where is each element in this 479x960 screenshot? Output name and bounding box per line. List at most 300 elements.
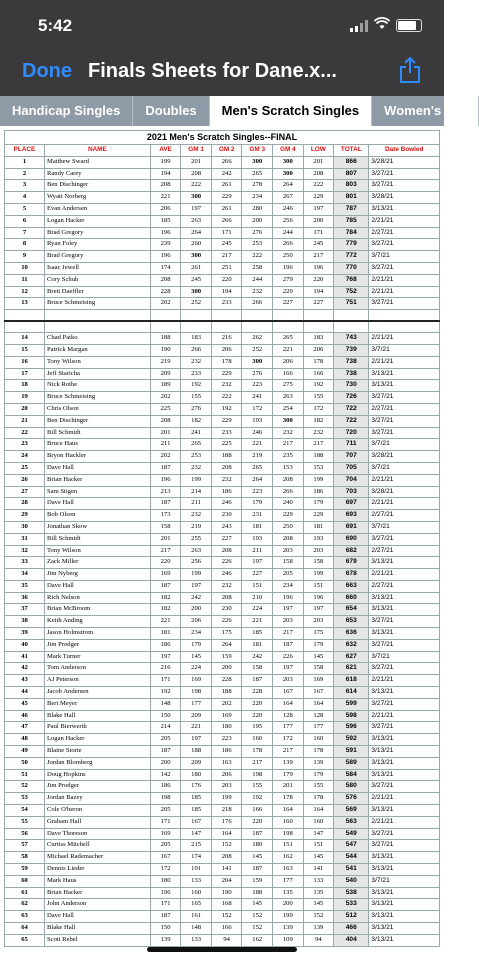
cell-gm3: 192 [242,793,273,805]
cell-date: 3/13/21 [369,557,440,569]
cell-place: 49 [5,746,45,758]
cell-gm1: 197 [181,734,212,746]
cell-place: 14 [5,333,45,345]
cell-gm2: 225 [211,439,242,451]
cell-date: 3/27/21 [369,828,440,840]
cell-gm4: 206 [273,356,304,368]
cell-gm3: 241 [242,392,273,404]
cell-name: Randy Carey [44,168,150,180]
cell-ave: 196 [150,227,181,239]
cell-ave: 182 [150,592,181,604]
cell-gm2: 232 [211,580,242,592]
cell-gm1: 200 [181,604,212,616]
cell-place: 9 [5,251,45,263]
empty-cell [369,321,440,333]
cell-date: 2/27/21 [369,403,440,415]
cell-gm4: 234 [273,580,304,592]
cell-date: 3/7/21 [369,875,440,887]
cell-gm1: 197 [181,203,212,215]
cell-name: Bill Schmidt [44,427,150,439]
cell-ave: 148 [150,698,181,710]
cell-gm1: 179 [181,639,212,651]
cell-low: 222 [303,180,334,192]
cell-gm2: 199 [211,793,242,805]
cell-gm1: 165 [181,899,212,911]
header-row [5,145,440,157]
cell-gm2: 208 [211,852,242,864]
cell-date: 3/13/21 [369,380,440,392]
cell-gm1: 155 [181,392,212,404]
cell-total: 563 [334,816,369,828]
cell-ave: 196 [150,251,181,263]
cell-gm2: 266 [211,156,242,168]
cell-date: 3/27/21 [369,415,440,427]
cell-ave: 187 [150,911,181,923]
cell-gm4: 254 [273,403,304,415]
cell-date: 3/27/21 [369,663,440,675]
table-row [5,805,440,817]
cell-gm1: 199 [181,474,212,486]
cell-ave: 205 [150,805,181,817]
table-row [5,510,440,522]
cell-place: 20 [5,403,45,415]
cell-ave: 206 [150,203,181,215]
cell-gm4: 208 [273,474,304,486]
cell-place: 55 [5,816,45,828]
cell-gm4: 167 [273,687,304,699]
cell-name: Blake Hall [44,923,150,935]
cell-low: 206 [303,344,334,356]
cell-name: Doug Hopkins [44,769,150,781]
table-row [5,521,440,533]
cell-total: 576 [334,793,369,805]
cell-gm2: 186 [211,746,242,758]
cell-total: 541 [334,864,369,876]
cell-name: Bert Meyer [44,698,150,710]
cell-total: 591 [334,746,369,758]
top-bar [0,0,444,96]
cell-total: 533 [334,899,369,911]
cell-place: 19 [5,392,45,404]
cell-gm3: 193 [242,415,273,427]
tab-womens-scratch[interactable]: Women's Scr [372,96,479,126]
cell-gm1: 241 [181,427,212,439]
cell-gm2: 208 [211,592,242,604]
cell-gm3: 159 [242,875,273,887]
cell-gm3: 155 [242,781,273,793]
empty-cell [303,321,334,333]
cell-gm2: 264 [211,639,242,651]
cell-total: 751 [334,298,369,310]
header-name: NAME [44,145,150,157]
cell-name: Dennis Lieder [44,864,150,876]
cell-gm3: 300 [242,356,273,368]
table-row [5,251,440,263]
cell-gm2: 94 [211,934,242,946]
cell-gm2: 171 [211,227,242,239]
cell-gm2: 233 [211,298,242,310]
cell-date: 3/13/21 [369,757,440,769]
cell-place: 34 [5,569,45,581]
cell-gm2: 168 [211,899,242,911]
cell-total: 580 [334,781,369,793]
cell-date: 3/13/21 [369,769,440,781]
cell-ave: 187 [150,498,181,510]
cell-gm3: 217 [242,757,273,769]
cell-total: 722 [334,403,369,415]
cell-place: 15 [5,344,45,356]
cell-place: 24 [5,451,45,463]
cell-gm4: 205 [273,569,304,581]
cell-low: 158 [303,557,334,569]
cell-ave: 205 [150,840,181,852]
cell-total: 466 [334,923,369,935]
cell-place: 42 [5,663,45,675]
cell-ave: 150 [150,710,181,722]
cell-gm1: 206 [181,616,212,628]
sheet-title: 2021 Men's Scratch Singles--FINAL [5,131,440,145]
empty-cell [181,321,212,333]
header-gm3: GM 3 [242,145,273,157]
cell-gm4: 197 [273,663,304,675]
cell-name: Zack Miller [44,557,150,569]
cell-date: 3/13/21 [369,687,440,699]
cell-gm1: 276 [181,403,212,415]
cell-gm2: 206 [211,344,242,356]
cell-date: 3/27/21 [369,427,440,439]
cell-total: 592 [334,734,369,746]
cell-total: 705 [334,462,369,474]
cell-low: 217 [303,439,334,451]
cell-ave: 202 [150,451,181,463]
cell-gm2: 190 [211,887,242,899]
cell-gm4: 250 [273,521,304,533]
table-row [5,298,440,310]
cell-gm2: 261 [211,180,242,192]
cell-gm1: 260 [181,239,212,251]
cell-gm1: 252 [181,298,212,310]
cell-gm3: 145 [242,899,273,911]
header-gm1: GM 1 [181,145,212,157]
cell-ave: 190 [150,344,181,356]
cell-total: 739 [334,344,369,356]
table-row [5,239,440,251]
cell-total: 726 [334,392,369,404]
cell-date: 3/27/21 [369,722,440,734]
cell-low: 229 [303,510,334,522]
table-row [5,168,440,180]
cell-name: Bill Schmidt [44,533,150,545]
cell-gm1: 253 [181,451,212,463]
cell-gm4: 256 [273,215,304,227]
cell-date: 2/27/21 [369,545,440,557]
cell-place: 46 [5,710,45,722]
cell-gm1: 233 [181,368,212,380]
table-row [5,875,440,887]
cell-gm1: 180 [181,769,212,781]
cell-gm3: 187 [242,828,273,840]
cell-place: 54 [5,805,45,817]
cell-ave: 187 [150,580,181,592]
cell-low: 153 [303,462,334,474]
cell-gm4: 177 [273,875,304,887]
cell-low: 208 [303,168,334,180]
cell-gm1: 232 [181,356,212,368]
cell-place: 63 [5,911,45,923]
cell-name: Blake Hall [44,710,150,722]
cell-name: Brian McBroom [44,604,150,616]
cell-total: 660 [334,592,369,604]
cell-gm1: 245 [181,274,212,286]
cell-gm2: 232 [211,474,242,486]
cell-name: Brad Gregory [44,251,150,263]
cell-date: 2/21/21 [369,793,440,805]
cell-low: 194 [303,286,334,298]
cell-date: 2/21/21 [369,286,440,298]
table-row [5,356,440,368]
cell-gm3: 223 [242,380,273,392]
cell-ave: 186 [150,781,181,793]
cell-ave: 209 [150,368,181,380]
cell-total: 632 [334,639,369,651]
table-row [5,651,440,663]
cell-gm2: 178 [211,356,242,368]
cell-date: 3/27/21 [369,298,440,310]
cell-place: 44 [5,687,45,699]
cell-gm1: 232 [181,510,212,522]
cell-place: 22 [5,427,45,439]
spreadsheet[interactable] [4,130,440,947]
cell-gm4: 158 [273,557,304,569]
table-row [5,816,440,828]
cell-gm4: 217 [273,439,304,451]
cell-gm3: 187 [242,675,273,687]
cell-total: 703 [334,486,369,498]
cell-gm2: 186 [211,486,242,498]
table-row [5,156,440,168]
cell-name: Jason Holmstrom [44,628,150,640]
cell-date: 3/7/21 [369,439,440,451]
cell-gm1: 197 [181,580,212,592]
cell-place: 53 [5,793,45,805]
cell-low: 201 [303,156,334,168]
cell-ave: 194 [150,168,181,180]
cell-gm3: 266 [242,298,273,310]
cell-low: 217 [303,251,334,263]
cell-total: 627 [334,651,369,663]
cell-ave: 221 [150,192,181,204]
cell-total: 404 [334,934,369,946]
table-row [5,203,440,215]
table-row [5,368,440,380]
cell-date: 2/21/21 [369,274,440,286]
cell-gm1: 263 [181,215,212,227]
cell-total: 654 [334,604,369,616]
cell-gm4: 232 [273,427,304,439]
share-icon[interactable] [398,56,422,84]
cell-date: 2/21/21 [369,816,440,828]
cell-gm4: 300 [273,415,304,427]
cell-place: 27 [5,486,45,498]
tab-mens-scratch-singles[interactable]: Men's Scratch Singles [210,96,372,126]
cell-low: 183 [303,333,334,345]
cell-gm1: 211 [181,498,212,510]
cell-place: 64 [5,923,45,935]
cell-gm4: 164 [273,698,304,710]
tab-doubles[interactable]: Doubles [133,96,209,126]
cell-ave: 174 [150,262,181,274]
cell-gm1: 182 [181,415,212,427]
cell-ave: 173 [150,510,181,522]
cell-low: 145 [303,852,334,864]
cell-gm2: 163 [211,757,242,769]
cell-ave: 201 [150,427,181,439]
cell-gm4: 109 [273,934,304,946]
cell-gm2: 164 [211,828,242,840]
cell-gm2: 180 [211,722,242,734]
cell-gm2: 169 [211,710,242,722]
cell-ave: 228 [150,286,181,298]
wifi-icon [374,18,390,33]
cell-gm2: 208 [211,545,242,557]
table-row [5,852,440,864]
cell-gm1: 256 [181,557,212,569]
cell-gm3: 188 [242,887,273,899]
cell-gm3: 221 [242,439,273,451]
cell-ave: 187 [150,462,181,474]
cell-gm4: 264 [273,180,304,192]
cell-total: 544 [334,852,369,864]
cell-gm2: 216 [211,333,242,345]
cell-gm3: 220 [242,816,273,828]
cell-gm4: 172 [273,734,304,746]
cell-gm4: 217 [273,746,304,758]
cell-gm1: 261 [181,262,212,274]
empty-cell [44,321,150,333]
cell-date: 3/13/21 [369,746,440,758]
cell-low: 171 [303,227,334,239]
cell-gm3: 193 [242,533,273,545]
cell-gm2: 261 [211,203,242,215]
cell-low: 152 [303,911,334,923]
cell-low: 128 [303,710,334,722]
cell-place: 13 [5,298,45,310]
cell-low: 164 [303,698,334,710]
header-date-bowled: Date Bowled [369,145,440,157]
cell-gm3: 181 [242,521,273,533]
table-row [5,781,440,793]
cell-name: Jacob Andersen [44,687,150,699]
cell-ave: 169 [150,828,181,840]
cell-name: Dave Hall [44,911,150,923]
cell-place: 41 [5,651,45,663]
empty-cell [273,321,304,333]
cell-low: 186 [303,486,334,498]
cell-low: 145 [303,651,334,663]
cell-ave: 217 [150,545,181,557]
header-place: PLACE [5,145,45,157]
cell-gm3: 222 [242,251,273,263]
cell-gm3: 265 [242,168,273,180]
cell-name: Tony Wilson [44,545,150,557]
cell-name: Keith Anding [44,616,150,628]
done-button[interactable]: Done [22,60,72,82]
cell-ave: 189 [150,380,181,392]
cell-name: Graham Hall [44,816,150,828]
cell-name: Bruce Schmeising [44,298,150,310]
empty-cell [334,310,369,322]
cell-date: 3/13/21 [369,899,440,911]
cell-total: 538 [334,887,369,899]
cell-ave: 199 [150,156,181,168]
cell-total: 614 [334,687,369,699]
cell-low: 172 [303,403,334,415]
table-row [5,710,440,722]
cell-name: Rich Nelson [44,592,150,604]
table-row [5,569,440,581]
cell-place: 47 [5,722,45,734]
cell-total: 636 [334,628,369,640]
cell-gm2: 226 [211,557,242,569]
cell-name: Chad Patko [44,333,150,345]
cell-gm3: 151 [242,580,273,592]
cell-name: Logan Hacker [44,215,150,227]
cell-gm2: 152 [211,840,242,852]
cell-place: 12 [5,286,45,298]
cell-name: Jonathan Skow [44,521,150,533]
table-row [5,628,440,640]
cell-place: 5 [5,203,45,215]
cell-gm4: 128 [273,710,304,722]
table-row [5,887,440,899]
cell-name: Brian Hacker [44,887,150,899]
tab-handicap-singles[interactable]: Handicap Singles [0,96,133,126]
cell-low: 179 [303,769,334,781]
cell-date: 2/21/21 [369,675,440,687]
cell-gm3: 223 [242,486,273,498]
cell-total: 621 [334,663,369,675]
cell-gm1: 300 [181,251,212,263]
cell-total: 697 [334,498,369,510]
cell-gm2: 246 [211,498,242,510]
cell-ave: 158 [150,521,181,533]
cell-gm1: 133 [181,934,212,946]
empty-cell [242,310,273,322]
cell-place: 11 [5,274,45,286]
cell-gm3: 228 [242,687,273,699]
cell-gm4: 197 [273,604,304,616]
cell-place: 38 [5,616,45,628]
cell-ave: 221 [150,616,181,628]
cell-gm4: 226 [273,651,304,663]
cell-gm1: 300 [181,286,212,298]
cell-gm4: 221 [273,344,304,356]
cell-gm4: 139 [273,757,304,769]
cell-ave: 239 [150,239,181,251]
cell-ave: 214 [150,722,181,734]
table-row [5,722,440,734]
cell-name: AJ Peterson [44,675,150,687]
cell-low: 151 [303,840,334,852]
cell-place: 37 [5,604,45,616]
cell-place: 8 [5,239,45,251]
cell-date: 2/21/21 [369,569,440,581]
empty-cell [273,310,304,322]
cell-date: 3/7/21 [369,462,440,474]
cell-gm1: 215 [181,840,212,852]
cell-place: 28 [5,498,45,510]
cell-gm4: 139 [273,923,304,935]
